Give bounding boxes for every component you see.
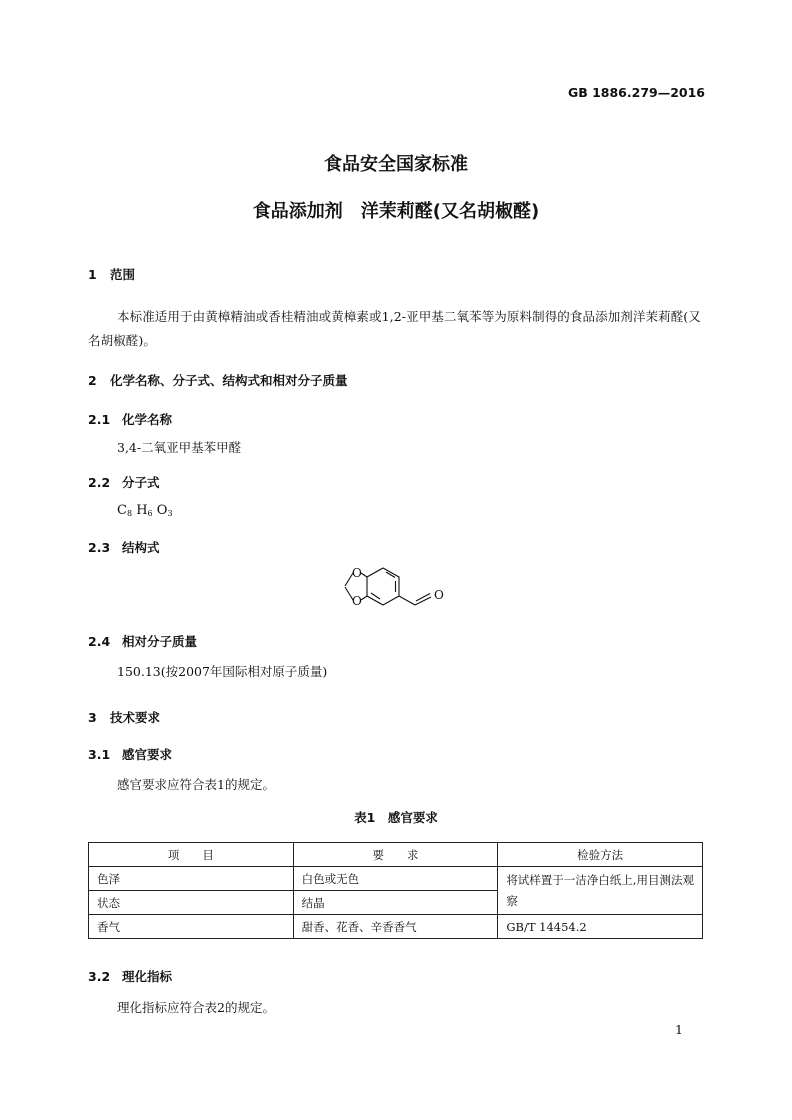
section-title: 相对分子质量	[122, 634, 198, 649]
section-number: 3.1	[88, 747, 111, 762]
ring-o-bond	[361, 573, 367, 577]
section-number: 2.3	[88, 540, 111, 555]
page-number: 1	[675, 1022, 683, 1037]
aldehyde-bond	[399, 596, 415, 605]
section-title: 感官要求	[122, 747, 173, 762]
section-number: 1	[88, 267, 97, 282]
section-3-1-body: 感官要求应符合表1的规定。	[117, 777, 275, 792]
section-title: 理化指标	[122, 969, 173, 984]
table-1-caption: 表1 感官要求	[354, 810, 438, 825]
benzene-ring	[367, 568, 399, 605]
section-number: 3	[88, 710, 97, 725]
table-cell: 状态	[89, 891, 294, 915]
section-2-4-heading	[88, 632, 197, 650]
section-title: 分子式	[122, 475, 160, 490]
table-cell: 结晶	[293, 891, 498, 915]
section-title: 化学名称、分子式、结构式和相对分子质量	[110, 373, 348, 388]
section-number: 2.4	[88, 634, 111, 649]
table-header-cell: 项 目	[89, 843, 294, 867]
section-number: 2.1	[88, 412, 111, 427]
oxygen-label: O	[352, 566, 362, 580]
section-3-1-heading	[88, 745, 172, 763]
table-cell: 甜香、花香、辛香香气	[293, 915, 498, 939]
oxygen-label: O	[434, 588, 444, 602]
section-2-3-heading	[88, 538, 160, 556]
table-header-cell: 要 求	[293, 843, 498, 867]
section-number: 2	[88, 373, 97, 388]
table-cell: GB/T 14454.2	[498, 915, 703, 939]
section-3-2-heading	[88, 967, 172, 985]
section-2-1-heading	[88, 410, 172, 428]
section-title: 范围	[110, 267, 136, 282]
document-subtitle	[0, 197, 792, 223]
ring-o-bond	[361, 596, 367, 600]
aldehyde-bond	[415, 597, 431, 605]
section-2-heading	[88, 371, 348, 389]
molecular-formula: $C_8$ $H_6$ $O_3$	[117, 503, 173, 518]
oxygen-label: O	[352, 594, 362, 608]
table-cell: 白色或无色	[293, 867, 498, 891]
table-cell: 将试样置于一洁净白纸上,用目测法观察	[498, 867, 703, 915]
section-2-2-heading	[88, 473, 160, 491]
table-1-sensory-requirements	[88, 842, 703, 939]
ring-double-bond	[371, 593, 380, 599]
table-row	[89, 867, 703, 891]
section-1-body: 本标准适用于由黄樟精油或香桂精油或黄樟素或1,2-亚甲基二氧苯等为原料制得的食品添加剂洋茉莉醛(又名胡椒醛)。	[88, 309, 701, 348]
table-cell: 香气	[89, 915, 294, 939]
section-title: 化学名称	[122, 412, 173, 427]
section-1-heading	[88, 265, 135, 283]
table-header-row	[89, 843, 703, 867]
section-3-heading	[88, 708, 160, 726]
section-3-2-body: 理化指标应符合表2的规定。	[117, 1000, 275, 1015]
table-cell: 色泽	[89, 867, 294, 891]
subtitle-part-1: 食品添加剂	[252, 201, 343, 222]
document-title: 食品安全国家标准	[324, 154, 468, 175]
chemical-name: 3,4-二氧亚甲基苯甲醛	[117, 440, 242, 455]
section-title: 技术要求	[110, 710, 161, 725]
subtitle-part-2: 洋茉莉醛(又名胡椒醛)	[360, 201, 540, 222]
standard-number: GB 1886.279—2016	[567, 85, 705, 100]
relative-molecular-mass: 150.13(按2007年国际相对原子质量)	[117, 664, 328, 679]
section-title: 结构式	[122, 540, 160, 555]
table-row	[89, 915, 703, 939]
section-number: 3.2	[88, 969, 111, 984]
section-number: 2.2	[88, 475, 111, 490]
aldehyde-double-bond	[416, 594, 430, 602]
table-header-cell: 检验方法	[498, 843, 703, 867]
structural-formula-diagram	[335, 562, 455, 624]
